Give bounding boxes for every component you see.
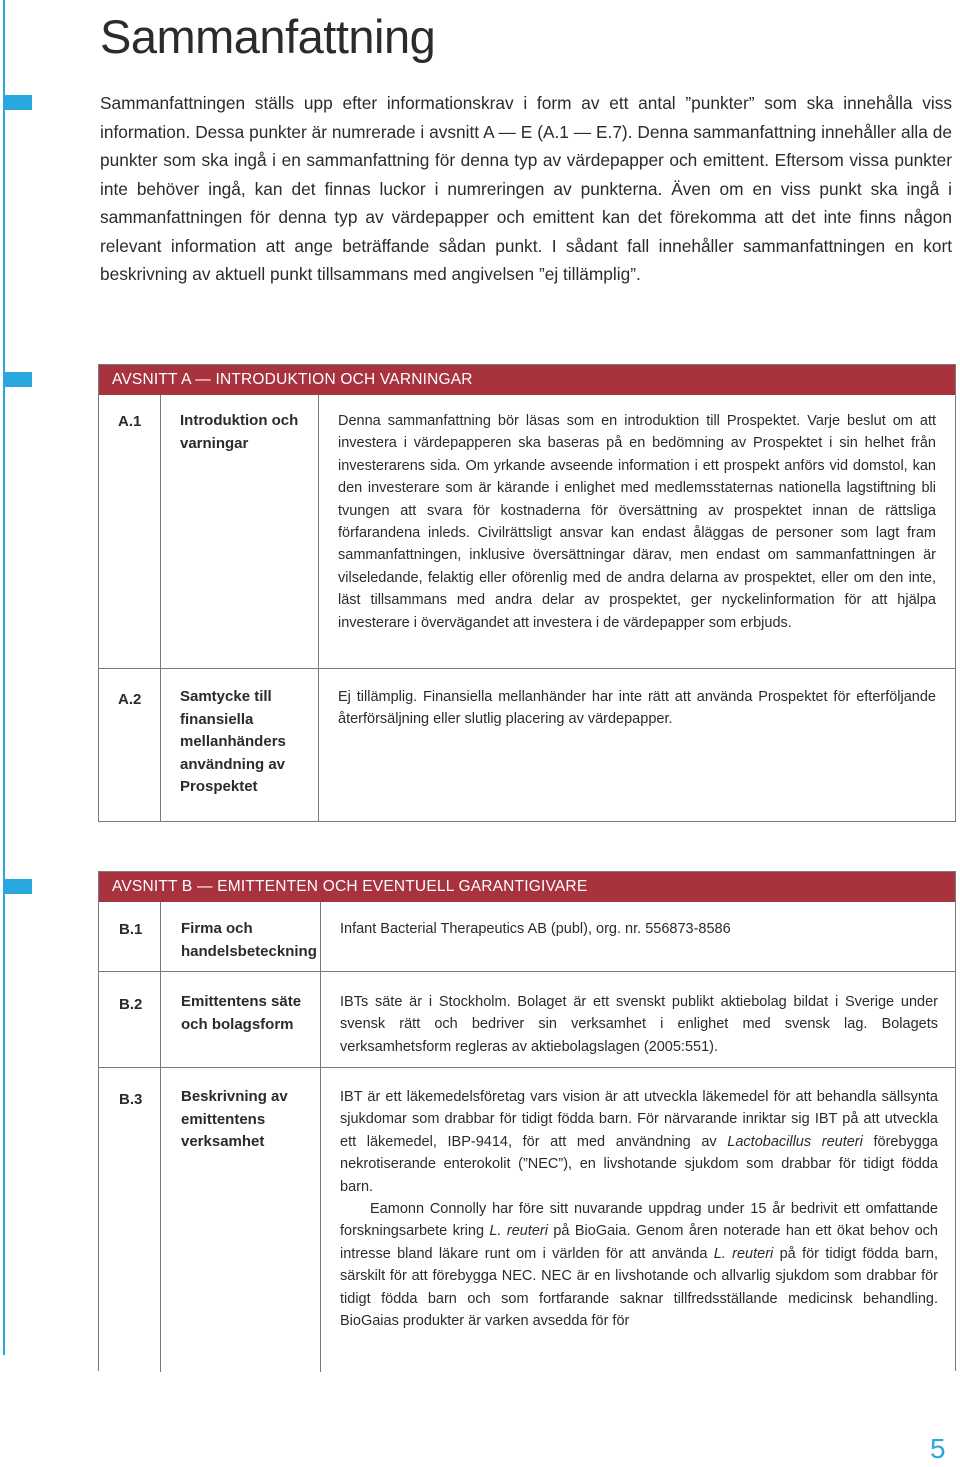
row-divider — [99, 1067, 955, 1068]
row-id-b1: B.1 — [119, 921, 143, 938]
b3-p1-b: förebygga nekrotiserande enterokolit (”NEC”), en livshotande sjukdom som drabbar för tidigt födda barn. — [340, 1133, 938, 1195]
b3-paragraph-2 — [340, 1198, 938, 1332]
column-divider — [318, 395, 319, 821]
section-b-table — [98, 871, 956, 1371]
b3-p1-italic: Lactobacillus reuteri — [727, 1133, 863, 1150]
row-id-a2: A.2 — [118, 691, 142, 708]
page-title: Sammanfattning — [100, 10, 436, 63]
row-text-a1: Denna sammanfattning bör läsas som en introduktion till Prospektet. Varje beslut om att investera i värdepapperen ska baseras på en bedömning av Prospektet i sin helhet från investerarens sida. Om yrkande avseende information i ett prospekt anförs vid domstol, kan den investerare som är kärande i enlighet med medlemsstaternas nationella lagstiftning bli tvungen att svara för kostnaderna för översättning av prospektet innan de rättsliga förfarandena inleds. Civilrättsligt ansvar kan endast åläggas de personer som lagt fram sammanfattningen, inklusive översättningar därav, men endast om sammanfattningen är vilseledande, felaktig eller oförenlig med de andra delarna av prospektet, eller om den inte, läst tillsammans med andra delar av prospektet, ger nyckelinformation för att hjälpa investerare i övervägandet att investera i de värdepapper som erbjuds. — [338, 413, 936, 631]
column-divider — [160, 395, 161, 821]
b3-p2-c: på för tidigt födda barn, särskilt för att förebygga NEC. NEC är en livshotande och allvarlig sjukdom som drabbar för tidigt födda barn och som fortfarande saknar tillfredsställande medicinsk behandling. BioGaias produkter är varken avsedda för för — [340, 1245, 938, 1330]
intro-marker — [5, 95, 32, 110]
b3-p2-a: Eamonn Connolly har före sitt nuvarande uppdrag under 15 år bedrivit ett omfattande forskningsarbete kring — [340, 1201, 938, 1240]
row-id-b3: B.3 — [119, 1091, 143, 1108]
column-divider — [160, 902, 161, 1372]
row-text-b3 — [340, 1086, 938, 1332]
b3-p1-a: IBT är ett läkemedelsföretag vars vision är att utveckla läkemedel för att behandla sällsynta sjukdomar som drabbar för tidigt födda barn. För närvarande inriktar sig IBT på att utveckla ett läkemedel, IBP-9414, för att med användning av — [340, 1089, 938, 1150]
row-label-a2: Samtycke till finansiella mellanhänders användning av Prospektet — [180, 688, 286, 795]
column-divider — [320, 902, 321, 1372]
b3-p2-italic-2: L. reuteri — [713, 1245, 774, 1262]
row-text-a2: Ej tillämplig. Finansiella mellanhänder har inte rätt att använda Prospektet för efterföljande återförsäljning eller slutlig placering av värdepapper. — [338, 689, 936, 728]
b3-p2-b: på BioGaia. Genom åren noterade han ett ökat behov och intresse bland läkare runt om i världen för att använda — [340, 1223, 938, 1262]
section-a-table — [98, 364, 956, 822]
row-divider — [99, 668, 955, 669]
row-label-b3: Beskrivning av emittentens verksamhet — [181, 1088, 288, 1150]
page-margin-line — [3, 0, 5, 1355]
section-a-marker — [5, 372, 32, 387]
b3-p2-italic-1: L. reuteri — [489, 1223, 548, 1240]
b3-paragraph-1 — [340, 1089, 938, 1195]
row-label-b1: Firma och handelsbeteckning — [181, 920, 317, 960]
row-label-b2: Emittentens säte och bolagsform — [181, 993, 302, 1033]
row-divider — [99, 971, 955, 972]
section-a-header: AVSNITT A — INTRODUKTION OCH VARNINGAR — [99, 365, 955, 395]
row-label-a1: Introduktion och varningar — [180, 412, 299, 452]
section-b-marker — [5, 879, 32, 894]
row-text-b1: Infant Bacterial Therapeutics AB (publ), org. nr. 556873-8586 — [340, 921, 731, 937]
row-id-b2: B.2 — [119, 996, 143, 1013]
row-text-b2: IBTs säte är i Stockholm. Bolaget är ett svenskt publikt aktiebolag bildat i Sverige under svensk rätt och bedriver sin verksamhet i enlighet med svensk lag. Bolagets verksamhetsform regleras av aktiebolagslagen (2005:551). — [340, 994, 938, 1055]
intro-paragraph: Sammanfattningen ställs upp efter informationskrav i form av ett antal ”punkter” som ska innehålla viss information. Dessa punkter är numrerade i avsnitt A — E (A.1 — E.7). Denna sammanfattning innehåller alla de punkter som ska ingå i en sammanfattning för denna typ av värdepapper och emittent. Eftersom vissa punkter inte behöver ingå, kan det finnas luckor i numreringen av punkterna. Även om en viss punkt ska ingå i sammanfattningen för denna typ av värdepapper och emittent kan det förekomma att det inte finns någon relevant information att ange beträffande sådan punkt. I sådant fall innehåller sammanfattningen en kort beskrivning av aktuell punkt tillsammans med angivelsen ”ej tillämplig”. — [100, 93, 952, 284]
row-id-a1: A.1 — [118, 413, 142, 430]
section-b-header: AVSNITT B — EMITTENTEN OCH EVENTUELL GARANTIGIVARE — [99, 872, 955, 902]
page-number: 5 — [930, 1433, 946, 1464]
